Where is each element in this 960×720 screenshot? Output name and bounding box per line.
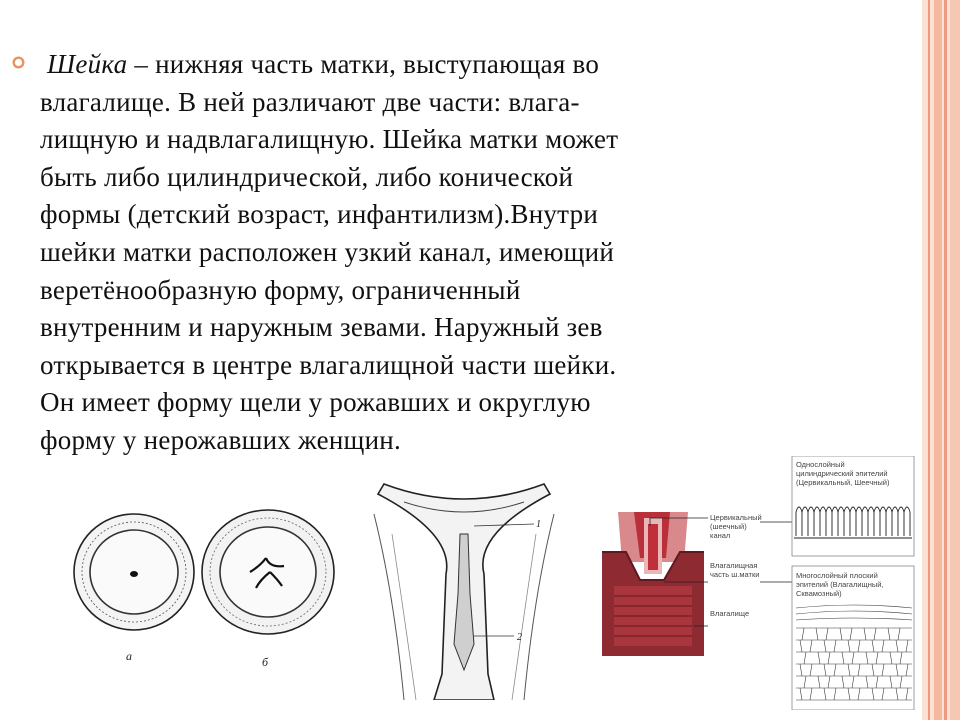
slide-decorative-band (922, 0, 960, 720)
body-paragraph (40, 46, 830, 460)
text-line: лищную и надвлагалищную. Шейка матки может (40, 124, 619, 155)
label-2: 2 (517, 632, 522, 643)
label-columnar-2: цилиндрический эпителий (796, 469, 888, 478)
text-line: Шейка – нижняя часть матки, выступающая во (47, 49, 600, 79)
label-squamous-2: эпителий (Влагалищный, (796, 580, 884, 589)
text-line: открывается в центре влагалищной части шейки. (40, 349, 617, 380)
label-squamous-1: Многослойный плоский (796, 571, 878, 580)
label-a: а (126, 649, 132, 663)
text-line: форму у нерожавших женщин. (40, 424, 401, 455)
term-highlight: Шейка (47, 49, 128, 79)
nulliparous-os-drawing (74, 514, 194, 630)
label-cervical-canal-3: канал (710, 531, 731, 540)
text-line: влагалище. В ней различают две части: влага- (40, 86, 580, 117)
parous-os-drawing (202, 510, 334, 634)
label-cervical-canal-1: Цервикальный (710, 513, 762, 522)
external-os-illustration (70, 508, 360, 680)
label-columnar-3: (Цервикальный, Шеечный) (796, 478, 890, 487)
text-line: Он имеет форму щели у рожавших и округлую (40, 387, 591, 418)
text-line: быть либо цилиндрической, либо конической (40, 161, 574, 192)
epithelium-diagram (600, 456, 922, 710)
label-vagina: Влагалище (710, 609, 750, 618)
text-line: шейки матки расположен узкий канал, имеющий (40, 236, 615, 267)
cervix-section-illustration (364, 474, 564, 700)
bullet-ring-icon (12, 56, 25, 69)
text-line: формы (детский возраст, инфантилизм).Внутри (40, 199, 599, 230)
label-squamous-3: Сквамозный) (796, 589, 842, 598)
label-1: 1 (536, 519, 541, 530)
label-vaginal-part-2: часть ш.матки (710, 570, 760, 579)
label-columnar-1: Однослойный (796, 460, 845, 469)
text-line: веретёнообразную форму, ограниченный (40, 274, 521, 305)
text-line: внутренним и наружным зевами. Наружный зев (40, 312, 603, 343)
label-b: б (262, 655, 269, 669)
label-vaginal-part-1: Влагалищная (710, 561, 758, 570)
label-cervical-canal-2: (шеечный) (710, 522, 747, 531)
